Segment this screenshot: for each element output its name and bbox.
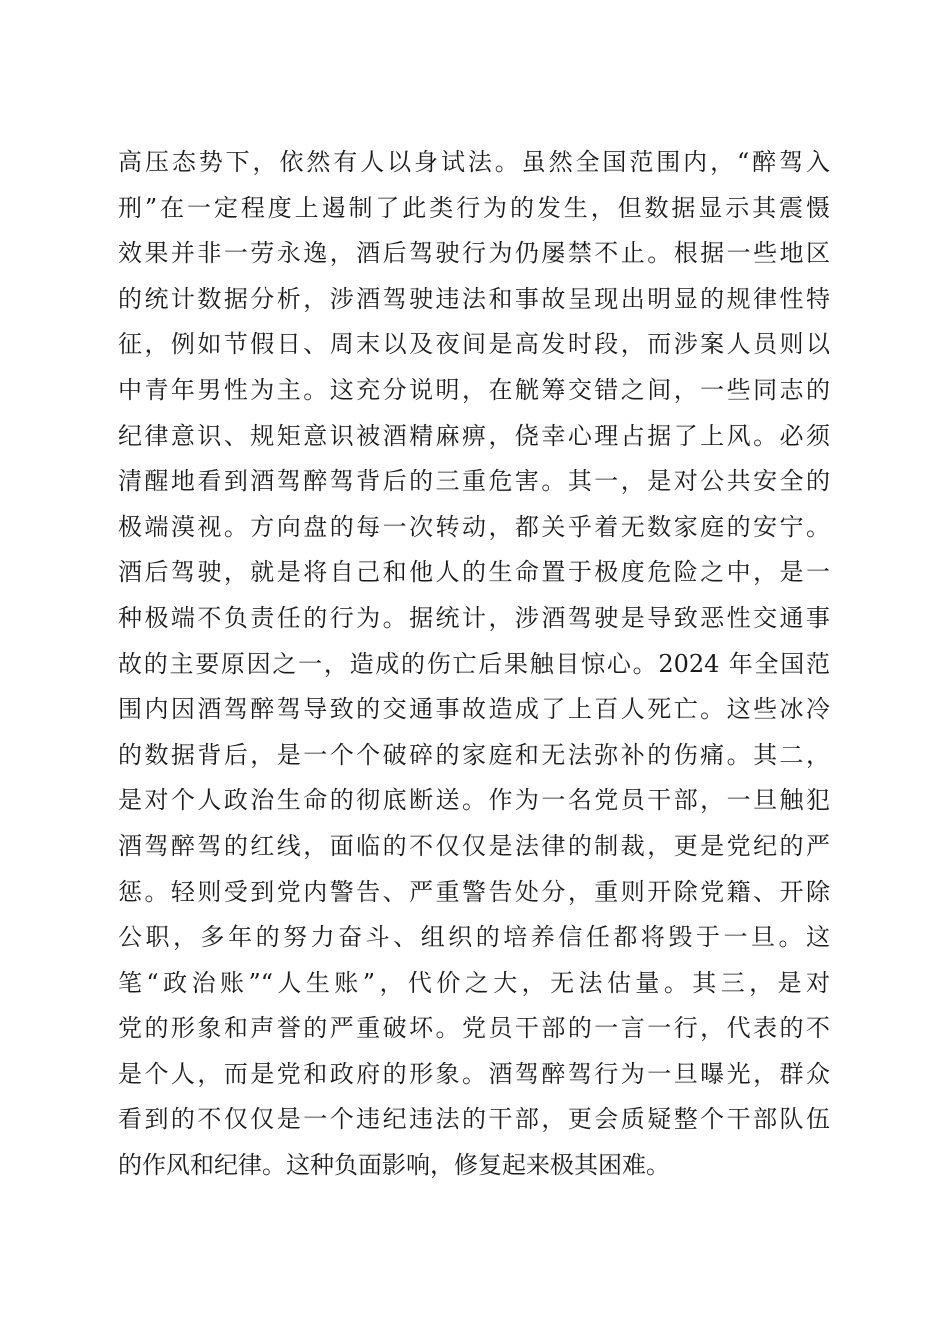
text-line: 的统计数据分析，涉酒驾驶违法和事故呈现出明显的规律性特 bbox=[118, 284, 830, 313]
text-line: 刑”在一定程度上遏制了此类行为的发生，但数据显示其震慑 bbox=[118, 193, 830, 222]
text-line: 高压态势下，依然有人以身试法。虽然全国范围内，“醉驾入 bbox=[118, 148, 830, 176]
text-line: 中青年男性为主。这充分说明，在觥筹交错之间，一些同志的 bbox=[118, 375, 830, 404]
text-line: 公职，多年的努力奋斗、组织的培养信任都将毁于一旦。这 bbox=[118, 923, 830, 952]
text-line: 清醒地看到酒驾醉驾背后的三重危害。其一，是对公共安全的 bbox=[118, 467, 830, 496]
text-line: 酒后驾驶，就是将自己和他人的生命置于极度危险之中，是一 bbox=[118, 558, 830, 587]
text-line: 征，例如节假日、周末以及夜间是高发时段，而涉案人员则以 bbox=[118, 330, 830, 359]
text-line: 效果并非一劳永逸，酒后驾驶行为仍屡禁不止。根据一些地区 bbox=[118, 239, 830, 268]
text-line: 的数据背后，是一个个破碎的家庭和无法弥补的伤痛。其二， bbox=[118, 740, 830, 769]
text-line: 的作风和纪律。这种负面影响，修复起来极其困难。 bbox=[118, 1151, 670, 1180]
text-line: 围内因酒驾醉驾导致的交通事故造成了上百人死亡。这些冰冷 bbox=[118, 695, 830, 724]
text-line: 是个人，而是党和政府的形象。酒驾醉驾行为一旦曝光，群众 bbox=[118, 1059, 830, 1088]
text-line: 党的形象和声誉的严重破坏。党员干部的一言一行，代表的不 bbox=[118, 1014, 830, 1043]
text-line: 纪律意识、规矩意识被酒精麻痹，侥幸心理占据了上风。必须 bbox=[118, 421, 830, 450]
text-line: 笔“政治账”“人生账”，代价之大，无法估量。其三，是对 bbox=[118, 968, 830, 997]
text-line: 酒驾醉驾的红线，面临的不仅仅是法律的制裁，更是党纪的严 bbox=[118, 831, 830, 860]
text-line: 是对个人政治生命的彻底断送。作为一名党员干部，一旦触犯 bbox=[118, 786, 830, 815]
text-line: 种极端不负责任的行为。据统计，涉酒驾驶是导致恶性交通事 bbox=[118, 603, 830, 632]
text-line: 看到的不仅仅是一个违纪违法的干部，更会质疑整个干部队伍 bbox=[118, 1105, 830, 1134]
text-line: 极端漠视。方向盘的每一次转动，都关乎着无数家庭的安宁。 bbox=[118, 512, 830, 541]
text-line: 惩。轻则受到党内警告、严重警告处分，重则开除党籍、开除 bbox=[118, 877, 830, 906]
body-paragraph bbox=[118, 140, 830, 1189]
text-line: 故的主要原因之一，造成的伤亡后果触目惊心。2024 年全国范 bbox=[118, 649, 830, 678]
